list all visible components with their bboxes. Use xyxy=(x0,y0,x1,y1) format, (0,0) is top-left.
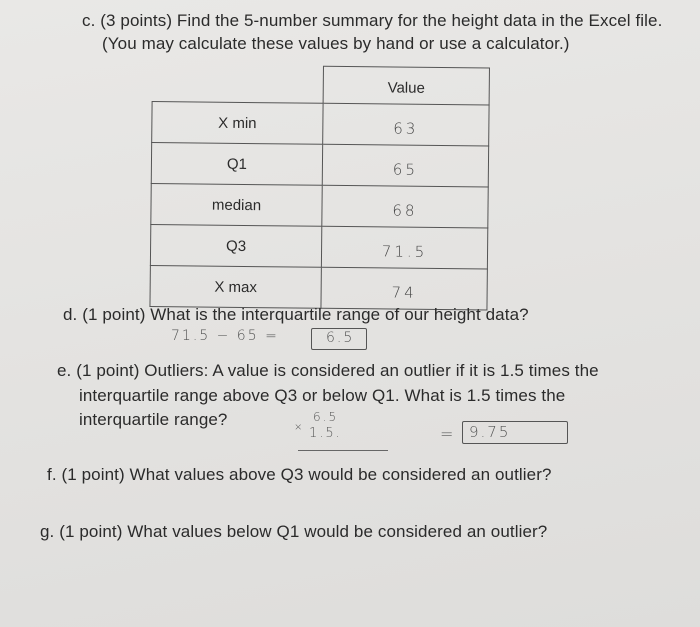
row-value: 65 xyxy=(322,144,488,187)
table-header-value: Value xyxy=(323,66,489,105)
question-d-answer: 6.5 xyxy=(326,330,355,346)
question-c-line1: c. (3 points) Find the 5-number summary for the height data in the Excel file. xyxy=(82,11,663,30)
question-c-line2: (You may calculate these values by hand or use a calculator.) xyxy=(102,34,570,53)
question-f-text: f. (1 point) What values above Q3 would be considered an outlier? xyxy=(47,465,552,484)
table-row xyxy=(151,183,488,228)
row-label: median xyxy=(151,183,322,226)
question-d-text: d. (1 point) What is the interquartile range of our height data? xyxy=(63,305,529,324)
table-row xyxy=(152,102,489,147)
question-e-line2: interquartile range above Q3 or below Q1. What is 1.5 times the xyxy=(79,386,566,405)
row-label: X min xyxy=(152,102,323,145)
row-label: X max xyxy=(150,265,321,308)
table-row xyxy=(151,143,488,188)
question-d-answer-box xyxy=(311,328,367,350)
question-e-work-top: 6.5 xyxy=(313,410,339,424)
question-e-line3: interquartile range? xyxy=(79,410,228,429)
row-label: Q1 xyxy=(151,143,322,186)
five-number-summary-table xyxy=(149,64,490,311)
question-e-answer-box xyxy=(462,421,568,444)
question-e-equals: = xyxy=(440,424,456,443)
table-header-empty xyxy=(152,65,323,104)
row-value: 74 xyxy=(321,267,487,310)
question-g-text: g. (1 point) What values below Q1 would be considered an outlier? xyxy=(40,522,548,541)
row-value: 71.5 xyxy=(321,226,487,269)
question-e-line1: e. (1 point) Outliers: A value is considered an outlier if it is 1.5 times the xyxy=(57,361,599,380)
question-e-work-bottom: 1.5. xyxy=(309,426,342,441)
question-e-work-mult: × xyxy=(294,422,305,433)
row-value: 63 xyxy=(323,103,489,146)
question-d-work: 71.5 − 65 = xyxy=(171,328,279,344)
row-value: 68 xyxy=(322,185,488,228)
table-row xyxy=(150,224,487,269)
question-e-work-underline xyxy=(298,450,388,451)
table-header-row xyxy=(152,65,489,106)
question-e-answer: 9.75 xyxy=(469,423,511,441)
row-label: Q3 xyxy=(150,224,321,267)
